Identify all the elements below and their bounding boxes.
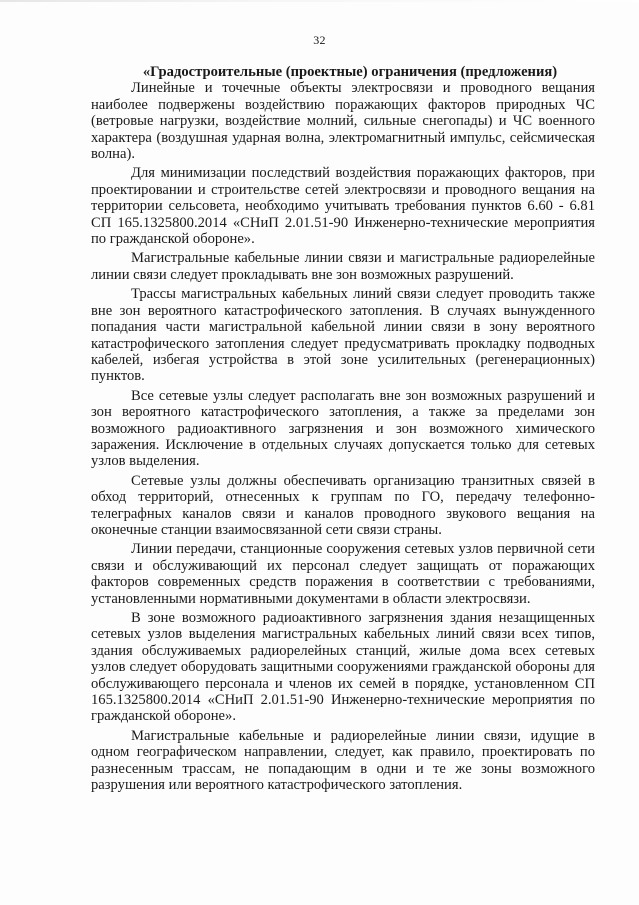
paragraph-6: Сетевые узлы должны обеспечивать организацию транзитных связей в обход территорий, отнесенных к группам по ГО, передачу телефонно-телеграфных каналов связи и каналов проводного звукового вещания на оконечные станции взаимосвязанной сети связи страны. [91, 472, 595, 538]
paragraph-3: Магистральные кабельные линии связи и магистральные радиорелейные линии связи следует прокладывать вне зон возможных разрушений. [91, 250, 595, 283]
paragraph-7: Линии передачи, станционные сооружения сетевых узлов первичной сети связи и обслуживающий их персонал следует защищать от поражающих факторов современных средств поражения в соответствии с требованиями, установленными нормативными документами в области электросвязи. [91, 541, 595, 607]
paragraph-4: Трассы магистральных кабельных линий связи следует проводить также вне зон вероятного катастрофического затопления. В случаях вынужденного попадания части магистральной кабельной линии связи в зону вероятного катастрофического затопления следует предусматривать прокладку подводных кабелей, избегая устройства в этой зоне усилительных (регенерационных) пунктов. [91, 286, 595, 385]
document-body [91, 64, 595, 793]
section-heading: «Градостроительные (проектные) ограничения (предложения) [142, 64, 558, 80]
page-number: 32 [313, 33, 326, 47]
paragraph-1: Линейные и точечные объекты электросвязи и проводного вещания наиболее подвержены воздействию поражающих факторов природных ЧС (ветровые нагрузки, воздействие молний, сильные снегопады) и ЧС военного характера (воздушная ударная волна, электромагнитный импульс, сейсмическая волна). [91, 80, 595, 163]
paragraph-9: Магистральные кабельные и радиорелейные линии связи, идущие в одном географическом направлении, следует, как правило, проектировать по разнесенным трассам, не попадающим в одни и те же зоны возможного разрушения или вероятного катастрофического затопления. [91, 727, 595, 794]
paragraph-8: В зоне возможного радиоактивного загрязнения здания незащищенных сетевых узлов выделения магистральных кабельных линий связи всех типов, здания обслуживаемых радиорелейных станций, жилые дома всех сетевых узлов следует оборудовать защитными сооружениями гражданской обороны для обслуживающего персонала и членов их семей в порядке, установленном СП 165.1325800.2014 «СНиП 2.01.51-90 Инженерно-технические мероприятия по гражданской обороне». [91, 610, 595, 725]
paragraph-2: Для минимизации последствий воздействия поражающих факторов, при проектировании и строительстве сетей электросвязи и проводного вещания на территории сельсовета, необходимо учитывать требования пунктов 6.60 - 6.81 СП 165.1325800.2014 «СНиП 2.01.51-90 Инженерно-технические мероприятия по гражданской обороне». [91, 165, 595, 248]
scan-edge [0, 0, 639, 2]
paragraph-5: Все сетевые узлы следует располагать вне зон возможных разрушений и зон вероятного катастрофического затопления, а также за пределами зон возможного радиоактивного загрязнения и зон возможного химического заражения. Исключение в отдельных случаях допускается только для сетевых узлов выделения. [91, 387, 595, 470]
